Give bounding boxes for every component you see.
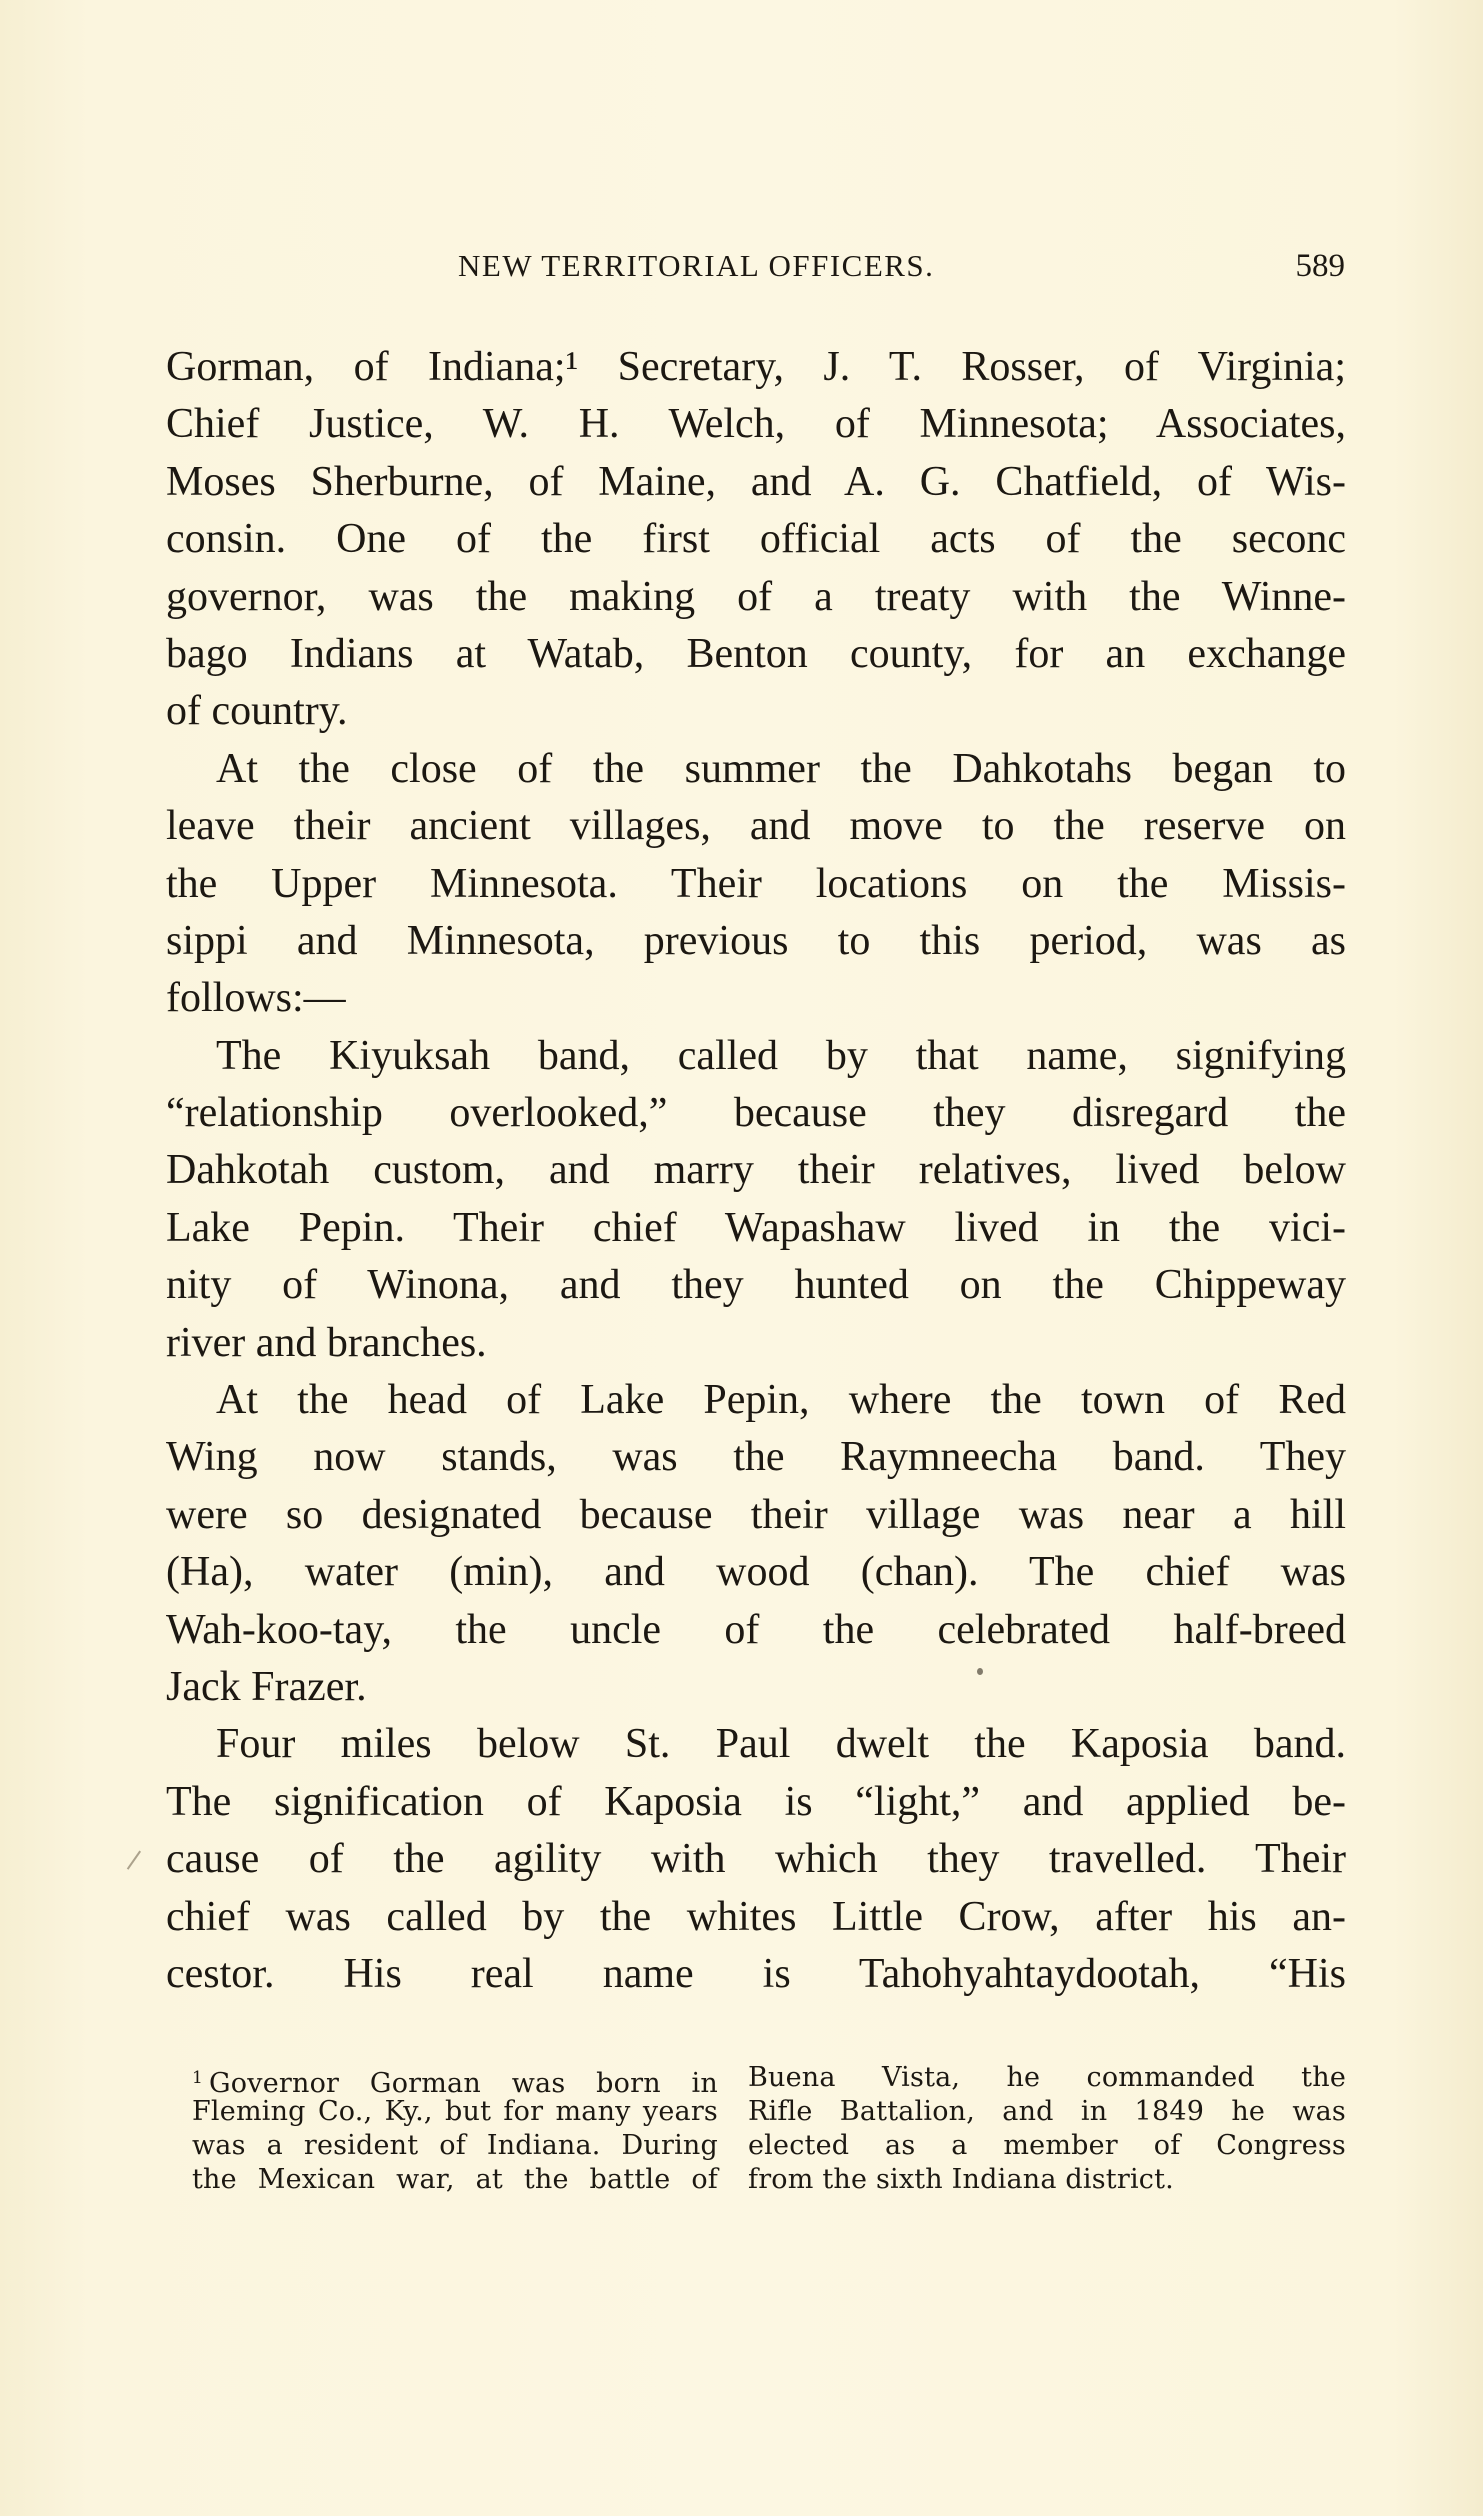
text-line: Gorman, of Indiana;¹ Secretary, J. T. Rosser, of Virginia; — [166, 344, 1346, 390]
page-header — [165, 248, 1345, 288]
footnote-line: Rifle Battalion, and in 1849 he was — [748, 2096, 1346, 2127]
text-line: Chief Justice, W. H. Welch, of Minnesota; Associates, — [166, 401, 1346, 448]
text-line: leave their ancient villages, and move to the reserve on — [166, 803, 1346, 850]
text-line: Wah-koo-tay, the uncle of the celebrated half-breed — [166, 1606, 1346, 1653]
text-line: Wing now stands, was the Raymneecha band. They — [166, 1434, 1346, 1481]
footnote-block — [166, 2061, 1346, 2201]
text-line: The Kiyuksah band, called by that name, signifying — [216, 1032, 1346, 1079]
text-line: cause of the agility with which they travelled. Their — [166, 1836, 1346, 1883]
footnote-left-column — [192, 2061, 718, 2197]
footnote-line — [192, 2061, 718, 2099]
page-number: 589 — [1295, 248, 1345, 284]
footnote-line: Buena Vista, he commanded the — [748, 2062, 1346, 2093]
text-line: nity of Winona, and they hunted on the Chippeway — [166, 1262, 1346, 1309]
text-line: river and branches. — [166, 1319, 487, 1366]
text-line: of country. — [166, 688, 348, 735]
text-line: Dahkotah custom, and marry their relatives, lived below — [166, 1147, 1346, 1194]
text-line: At the close of the summer the Dahkotahs began to — [216, 745, 1346, 792]
text-line: (Ha), water (min), and wood (chan). The chief was — [166, 1549, 1346, 1596]
footnote-right-column — [748, 2061, 1346, 2197]
ink-speck — [977, 1668, 983, 1675]
text-line: governor, was the making of a treaty with the Winne- — [166, 573, 1346, 620]
text-line: cestor. His real name is Tahohyahtaydootah, “His — [166, 1950, 1346, 1997]
text-line: Four miles below St. Paul dwelt the Kaposia band. — [216, 1721, 1346, 1768]
text-line: Lake Pepin. Their chief Wapashaw lived in the vici- — [166, 1204, 1346, 1251]
footnote-line: elected as a member of Congress — [748, 2130, 1346, 2161]
margin-pencil-mark — [127, 1851, 149, 1876]
text-line: At the head of Lake Pepin, where the town of Red — [216, 1377, 1346, 1424]
text-line: sippi and Minnesota, previous to this period, was as — [166, 917, 1346, 964]
text-line: “relationship overlooked,” because they disregard the — [166, 1090, 1346, 1137]
text-line: chief was called by the whites Little Crow, after his an- — [166, 1893, 1346, 1940]
footnote-line: from the sixth Indiana district. — [748, 2164, 1174, 2195]
text-line: consin. One of the first official acts of the seconc — [166, 516, 1346, 563]
footnote-line: Fleming Co., Ky., but for many years — [192, 2096, 718, 2127]
footnote-text: Governor Gorman was born in — [209, 2068, 718, 2099]
text-line: Jack Frazer. — [166, 1663, 367, 1710]
footnote-line: was a resident of Indiana. During — [192, 2130, 718, 2161]
text-line: bago Indians at Watab, Benton county, for an exchange — [166, 630, 1346, 677]
running-head: NEW TERRITORIAL OFFICERS. — [458, 248, 935, 283]
text-line: follows:— — [166, 975, 346, 1022]
text-line: the Upper Minnesota. Their locations on the Missis- — [166, 860, 1346, 907]
body-text — [166, 339, 1346, 2003]
footnote-marker: 1 — [192, 2068, 204, 2088]
text-line: Moses Sherburne, of Maine, and A. G. Chatfield, of Wis- — [166, 458, 1346, 505]
text-line: The signification of Kaposia is “light,” and applied be- — [166, 1778, 1346, 1825]
footnote-line: the Mexican war, at the battle of — [192, 2164, 718, 2195]
text-line: were so designated because their village was near a hill — [166, 1491, 1346, 1538]
